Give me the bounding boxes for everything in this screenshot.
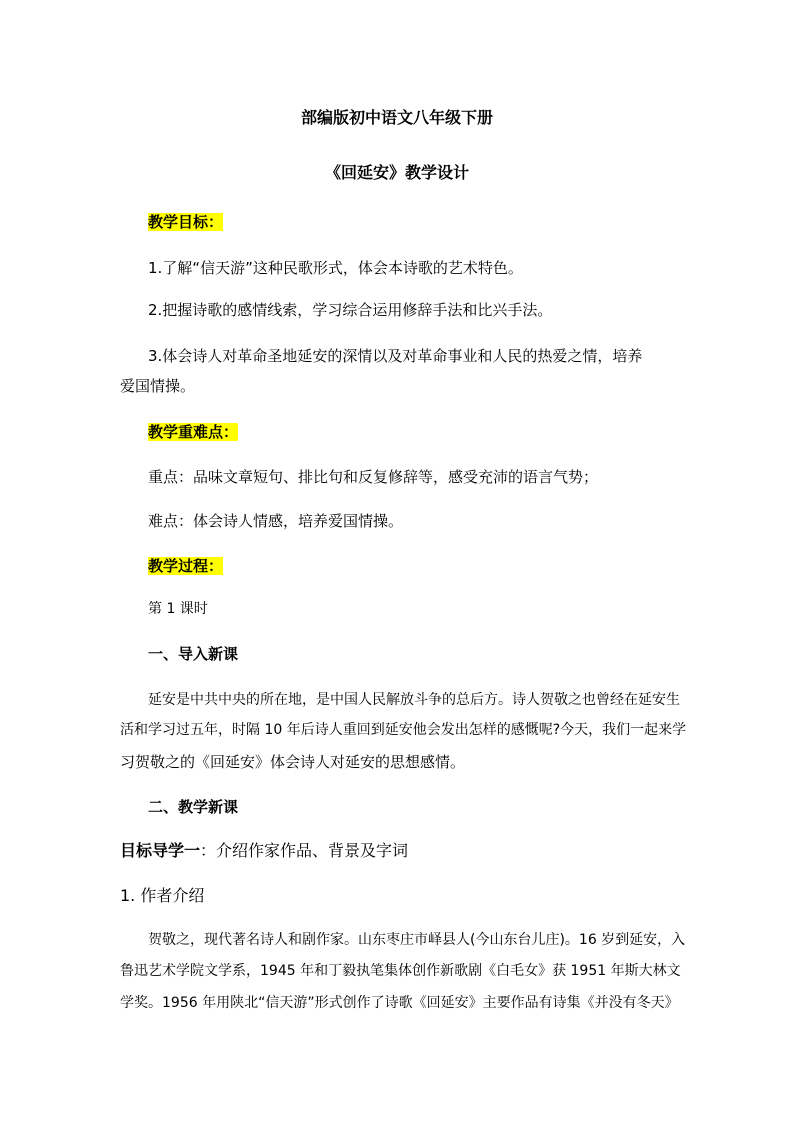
intro-line-1: 延安是中共中央的所在地，是中国人民解放斗争的总后方。诗人贺敬之也曾经在延安生 — [148, 692, 680, 708]
lesson-label: 第 1 课时 — [148, 601, 208, 617]
process-heading-text: 教学过程： — [148, 557, 224, 575]
goal-item-3: 3.体会诗人对革命圣地延安的深情以及对革命事业和人民的热爱之情，培养 — [148, 347, 643, 365]
author-line-1: 贺敬之，现代著名诗人和剧作家。山东枣庄市峄县人(今山东台儿庄)。16 岁到延安，入 — [148, 932, 686, 948]
author-line-2: 鲁迅艺术学院文学系，1945 年和丁毅执笔集体创作新歌剧《白毛女》获 1951 年斯大林文 — [120, 963, 681, 979]
author-line-3: 学奖。1956 年用陕北“信天游”形式创作了诗歌《回延安》主要作品有诗集《并没有冬天》 — [120, 995, 679, 1011]
goal-item-1: 1.了解“信天游”这种民歌形式，体会本诗歌的艺术特色。 — [148, 259, 523, 277]
key-point: 重点：品味文章短句、排比句和反复修辞等，感受充沛的语言气势； — [148, 468, 599, 486]
section-heading-intro: 一、导入新课 — [148, 645, 239, 663]
document-subtitle: 《回延安》教学设计 — [324, 163, 469, 182]
goal-item-3-cont: 爱国情操。 — [120, 377, 196, 395]
goals-heading — [148, 212, 223, 232]
intro-line-3: 习贺敬之的《回延安》体会诗人对延安的思想感情。 — [120, 753, 466, 771]
goal-guide-1-label: 目标导学一 — [120, 841, 201, 860]
difficult-point: 难点：体会诗人情感，培养爱国情操。 — [148, 512, 404, 530]
goal-item-2: 2.把握诗歌的感情线索，学习综合运用修辞手法和比兴手法。 — [148, 301, 553, 319]
goal-guide-1-text: ：介绍作家作品、背景及字词 — [200, 841, 409, 860]
section-heading-new-lesson: 二、教学新课 — [148, 798, 239, 816]
key-heading-text: 教学重难点： — [148, 423, 239, 441]
goals-heading-text: 教学目标： — [148, 213, 224, 231]
key-heading — [148, 422, 238, 442]
author-heading: 1. 作者介绍 — [120, 886, 205, 905]
process-heading — [148, 556, 223, 576]
document-title: 部编版初中语文八年级下册 — [300, 108, 493, 127]
intro-line-2: 活和学习过五年，时隔 10 年后诗人重回到延安他会发出怎样的感慨呢?今天，我们一起来学 — [120, 722, 687, 738]
goal-guide-1 — [120, 841, 408, 861]
